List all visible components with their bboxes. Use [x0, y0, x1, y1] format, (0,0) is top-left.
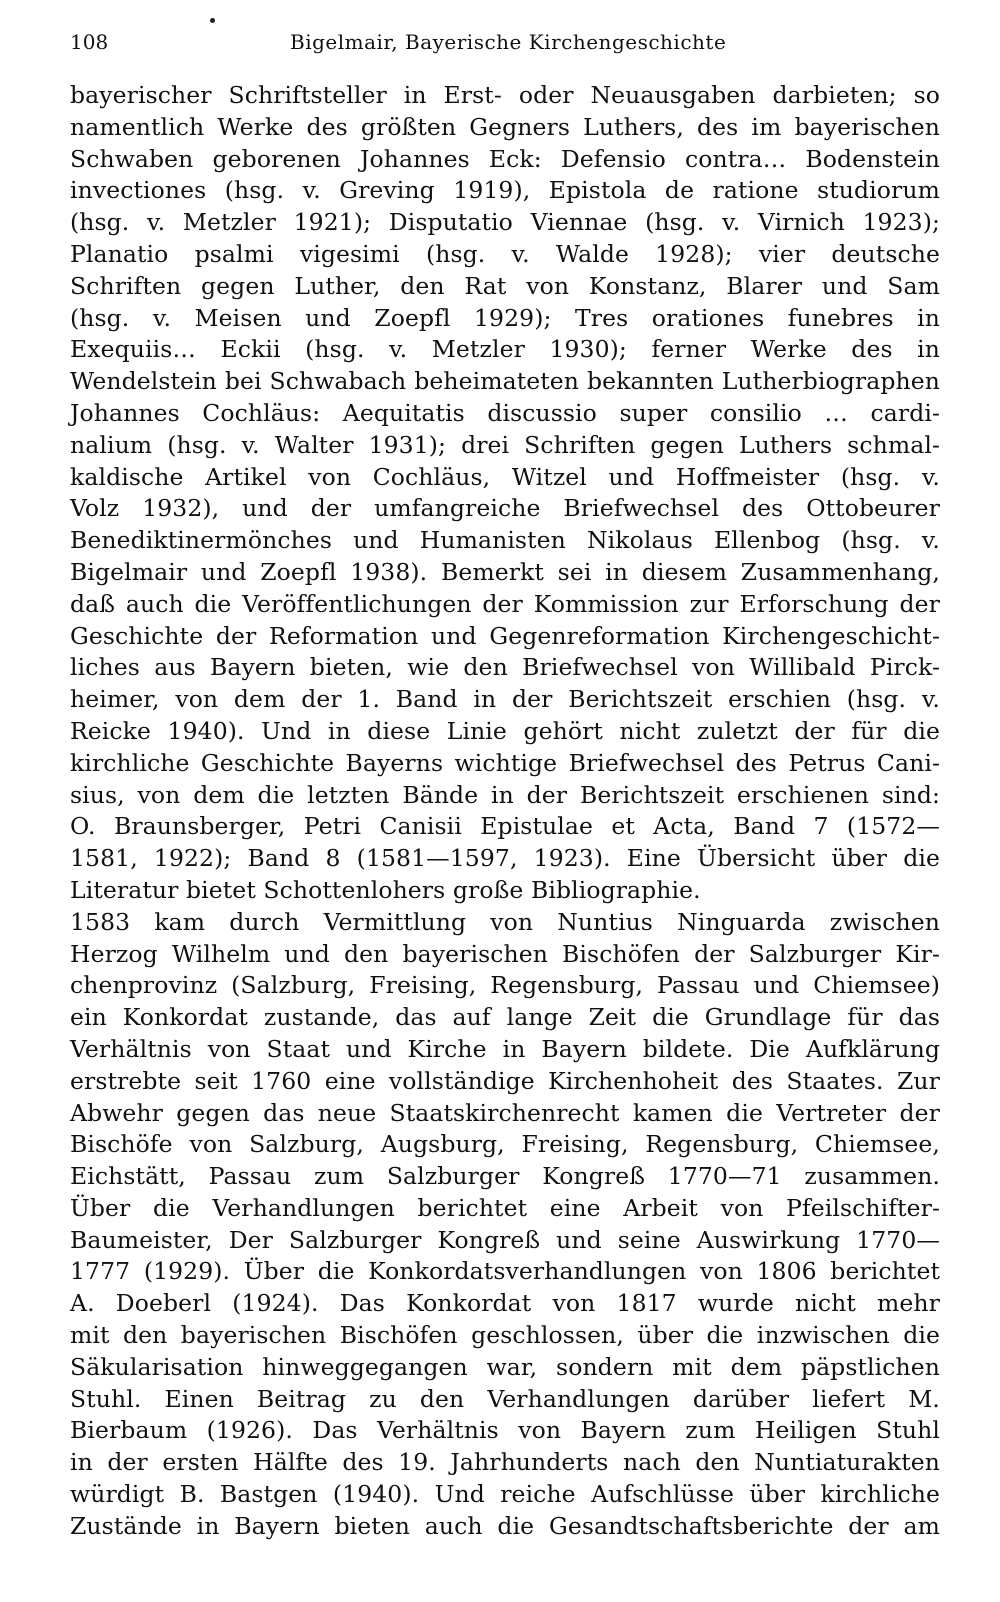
text-line: 1777 (1929). Über die Konkordatsverhandlungen von 1806 berichtet — [70, 1257, 940, 1286]
text-line: Säkularisation hinweggegangen war, sondern mit dem päpstlichen — [70, 1352, 940, 1381]
text-line: kirchliche Geschichte Bayerns wichtige Briefwechsel des Petrus Cani- — [70, 748, 940, 777]
page-header — [70, 30, 940, 70]
text-line: Über die Verhandlungen berichtet eine Arbeit von Pfeilschifter- — [70, 1193, 940, 1222]
text-line: nalium (hsg. v. Walter 1931); drei Schriften gegen Luthers schmal- — [70, 430, 940, 459]
text-line: Abwehr gegen das neue Staatskirchenrecht kamen die Vertreter der — [70, 1098, 940, 1127]
text-line: (hsg. v. Metzler 1921); Disputatio Viennae (hsg. v. Virnich 1923); — [70, 208, 940, 237]
text-line: Planatio psalmi vigesimi (hsg. v. Walde 1928); vier deutsche — [70, 239, 940, 268]
book-page — [70, 30, 940, 1543]
text-line: namentlich Werke des größten Gegners Luthers, des im bayerischen — [70, 112, 940, 141]
text-line: Literatur bietet Schottenlohers große Bibliographie. — [70, 875, 701, 904]
text-line: Bigelmair und Zoepfl 1938). Bemerkt sei in diesem Zusammenhang, — [70, 557, 940, 586]
text-line: bayerischer Schriftsteller in Erst- oder Neuausgaben darbieten; so — [70, 81, 940, 109]
text-line: ein Konkordat zustande, das auf lange Zeit die Grundlage für das — [70, 1003, 940, 1032]
text-line: Wendelstein bei Schwabach beheimateten bekannten Lutherbiographen — [70, 367, 940, 396]
page-number: 108 — [70, 30, 109, 54]
text-line: Verhältnis von Staat und Kirche in Bayern bildete. Die Aufklärung — [70, 1034, 940, 1063]
text-line: Baumeister, Der Salzburger Kongreß und seine Auswirkung 1770— — [70, 1225, 940, 1254]
text-line: Reicke 1940). Und in diese Linie gehört nicht zuletzt der für die — [70, 716, 940, 745]
text-line: würdigt B. Bastgen (1940). Und reiche Aufschlüsse über kirchliche — [70, 1480, 940, 1509]
text-line: liches aus Bayern bieten, wie den Briefwechsel von Willibald Pirck- — [70, 653, 940, 682]
text-line: daß auch die Veröffentlichungen der Kommission zur Erforschung der — [70, 589, 940, 618]
text-line: Stuhl. Einen Beitrag zu den Verhandlungen darüber liefert M. — [70, 1384, 940, 1413]
text-line: sius, von dem die letzten Bände in der Berichtszeit erschienen sind: — [70, 780, 940, 809]
text-line: Exequiis… Eckii (hsg. v. Metzler 1930); ferner Werke des in — [70, 335, 940, 364]
text-line: kaldische Artikel von Cochläus, Witzel und Hoffmeister (hsg. v. — [70, 462, 940, 491]
text-line: Bischöfe von Salzburg, Augsburg, Freising, Regensburg, Chiemsee, — [70, 1130, 940, 1159]
text-line: Geschichte der Reformation und Gegenreformation Kirchengeschicht- — [70, 621, 940, 650]
text-line: Volz 1932), und der umfangreiche Briefwechsel des Ottobeurer — [70, 494, 940, 523]
text-line: erstrebte seit 1760 eine vollständige Kirchenhoheit des Staates. Zur — [70, 1066, 940, 1095]
text-line: A. Doeberl (1924). Das Konkordat von 1817 wurde nicht mehr — [70, 1289, 940, 1318]
print-speck — [210, 18, 215, 23]
running-head: Bigelmair, Bayerische Kirchengeschichte — [290, 30, 727, 54]
text-line: Eichstätt, Passau zum Salzburger Kongreß 1770—71 zusammen. — [70, 1162, 940, 1191]
text-line: Bierbaum (1926). Das Verhältnis von Bayern zum Heiligen Stuhl — [70, 1416, 940, 1445]
text-line: Schwaben geborenen Johannes Eck: Defensio contra… Bodenstein — [70, 144, 940, 173]
text-line: heimer, von dem der 1. Band in der Berichtszeit erschien (hsg. v. — [70, 685, 940, 714]
text-line: (hsg. v. Meisen und Zoepfl 1929); Tres orationes funebres in — [70, 303, 940, 332]
body-text — [70, 80, 940, 1543]
text-line: chenprovinz (Salzburg, Freising, Regensburg, Passau und Chiemsee) — [70, 971, 940, 1000]
text-line: in der ersten Hälfte des 19. Jahrhunderts nach den Nuntiaturakten — [70, 1448, 940, 1477]
text-line: Zustände in Bayern bieten auch die Gesandtschaftsberichte der am — [70, 1511, 940, 1540]
text-line: Schriften gegen Luther, den Rat von Konstanz, Blarer und Sam — [70, 271, 940, 300]
text-line: Benediktinermönches und Humanisten Nikolaus Ellenbog (hsg. v. — [70, 526, 940, 555]
text-line: Herzog Wilhelm und den bayerischen Bischöfen der Salzburger Kir- — [70, 939, 940, 968]
text-line: mit den bayerischen Bischöfen geschlossen, über die inzwischen die — [70, 1321, 940, 1350]
text-line: invectiones (hsg. v. Greving 1919), Epistola de ratione studiorum — [70, 176, 940, 205]
text-line: O. Braunsberger, Petri Canisii Epistulae et Acta, Band 7 (1572— — [70, 812, 940, 841]
text-line: Johannes Cochläus: Aequitatis discussio super consilio … cardi- — [70, 398, 940, 427]
text-line: 1583 kam durch Vermittlung von Nuntius Ninguarda zwischen — [70, 907, 940, 936]
text-line: 1581, 1922); Band 8 (1581—1597, 1923). Eine Übersicht über die — [70, 844, 940, 873]
